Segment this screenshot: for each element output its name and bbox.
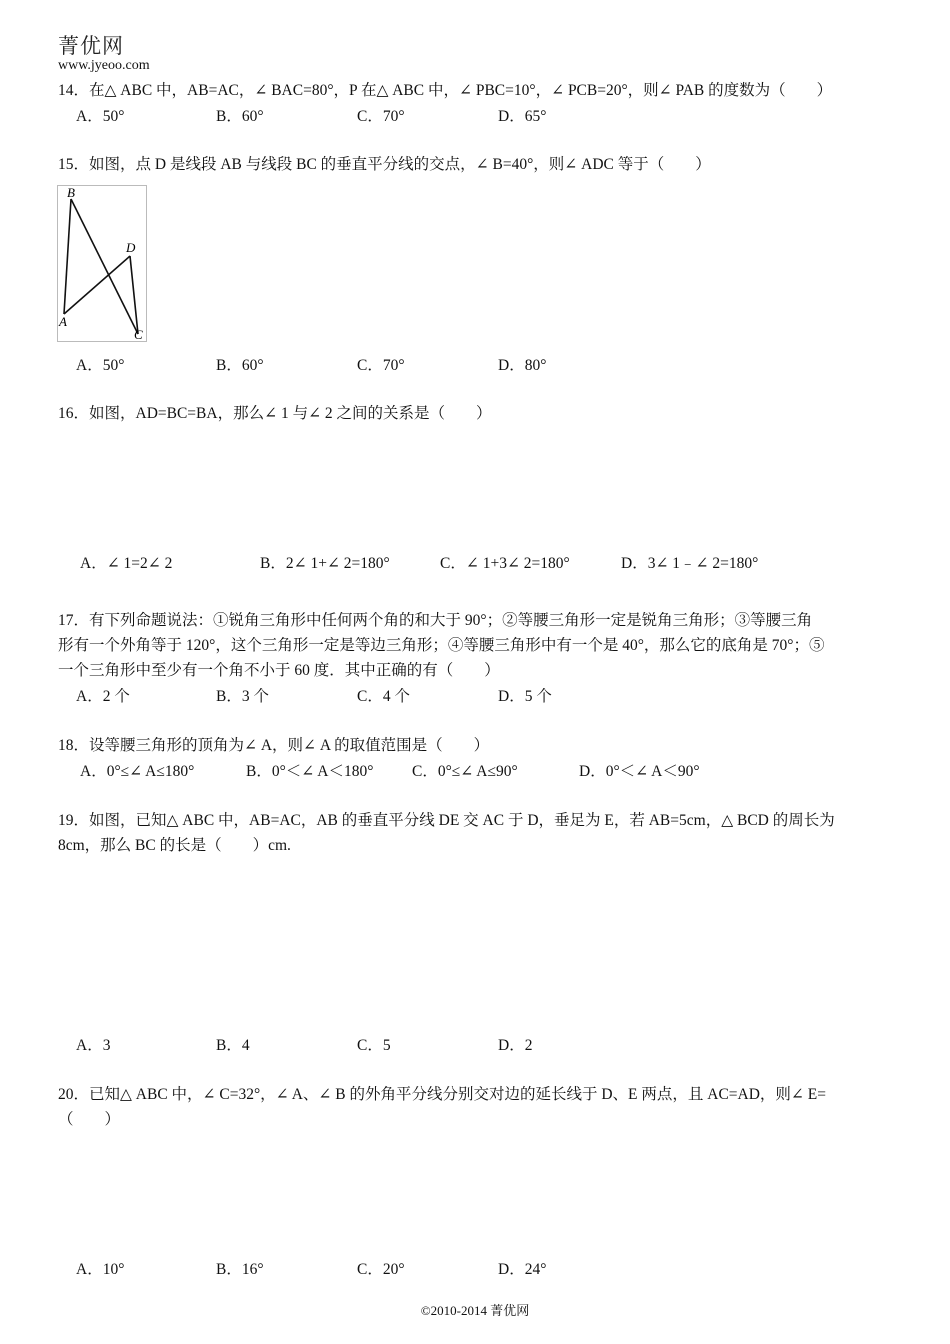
segment-ab: [64, 199, 71, 314]
label-c: C: [134, 327, 143, 341]
question-16-options: [0, 551, 950, 576]
question-19-line-1: 19．如图，已知△ ABC 中，AB=AC，AB 的垂直平分线 DE 交 AC 于 D，垂足为 E，若 AB=5cm，△ BCD 的周长为: [58, 812, 835, 829]
option-c[interactable]: C．20°: [357, 1261, 405, 1278]
question-19-line-2: 8cm，那么 BC 的长是（ ）cm.: [58, 837, 291, 854]
option-d[interactable]: D．80°: [498, 357, 547, 374]
option-b[interactable]: B．3 个: [216, 688, 269, 705]
triangle-diagram: [58, 186, 146, 341]
option-c[interactable]: C．0°≤∠ A≤90°: [412, 763, 518, 780]
option-a[interactable]: A．0°≤∠ A≤180°: [80, 763, 195, 780]
option-c[interactable]: C．70°: [357, 108, 405, 125]
label-d: D: [126, 240, 136, 255]
option-b[interactable]: B．2∠ 1+∠ 2=180°: [260, 555, 390, 572]
option-d[interactable]: D．65°: [498, 108, 547, 125]
option-a[interactable]: A．2 个: [76, 688, 130, 705]
question-15-text: 15．如图，点 D 是线段 AB 与线段 BC 的垂直平分线的交点，∠ B=40°，则∠ ADC 等于（ ）: [58, 156, 711, 173]
question-15-figure: [57, 185, 147, 342]
option-b[interactable]: B．0°＜∠ A＜180°: [246, 763, 374, 780]
label-a: A: [59, 314, 67, 329]
question-15-options: [0, 353, 950, 378]
question-17-options: [0, 684, 950, 709]
option-b[interactable]: B．60°: [216, 357, 264, 374]
segment-bc: [71, 199, 138, 334]
option-c[interactable]: C．70°: [357, 357, 405, 374]
option-d[interactable]: D．0°＜∠ A＜90°: [579, 763, 700, 780]
question-17-line-1: 17．有下列命题说法：①锐角三角形中任何两个角的和大于 90°；②等腰三角形一定是锐角三角形；③等腰三角: [58, 612, 813, 629]
question-14-options: [0, 104, 950, 129]
page-footer: ©2010-2014 菁优网: [420, 1303, 530, 1318]
segment-ad: [64, 256, 130, 314]
option-d[interactable]: D．5 个: [498, 688, 552, 705]
option-b[interactable]: B．4: [216, 1037, 250, 1054]
option-d[interactable]: D．24°: [498, 1261, 547, 1278]
question-14-text: 14．在△ ABC 中，AB=AC，∠ BAC=80°，P 在△ ABC 中，∠ PBC=10°，∠ PCB=20°，则∠ PAB 的度数为（ ）: [58, 82, 833, 99]
question-19-options: [0, 1033, 950, 1058]
question-18-text: 18．设等腰三角形的顶角为∠ A，则∠ A 的取值范围是（ ）: [58, 737, 490, 754]
option-c[interactable]: C．4 个: [357, 688, 410, 705]
label-b: B: [67, 186, 75, 200]
question-20-line-2: （ ）: [58, 1111, 121, 1128]
option-c[interactable]: C．5: [357, 1037, 391, 1054]
question-20-line-1: 20．已知△ ABC 中，∠ C=32°，∠ A、∠ B 的外角平分线分别交对边的延长线于 D、E 两点，且 AC=AD，则∠ E=: [58, 1086, 826, 1103]
option-d[interactable]: D．2: [498, 1037, 533, 1054]
site-brand: 菁优网: [58, 34, 124, 58]
option-a[interactable]: A．50°: [76, 108, 125, 125]
option-a[interactable]: A．3: [76, 1037, 111, 1054]
question-17-line-3: 一个三角形中至少有一个角不小于 60 度．其中正确的有（ ）: [58, 662, 500, 679]
option-a[interactable]: A．∠ 1=2∠ 2: [80, 555, 173, 572]
site-url[interactable]: www.jyeoo.com: [58, 58, 150, 73]
question-20-options: [0, 1257, 950, 1282]
option-b[interactable]: B．16°: [216, 1261, 264, 1278]
option-b[interactable]: B．60°: [216, 108, 264, 125]
option-c[interactable]: C．∠ 1+3∠ 2=180°: [440, 555, 570, 572]
option-a[interactable]: A．50°: [76, 357, 125, 374]
question-18-options: [0, 759, 950, 784]
segment-dc: [130, 256, 138, 334]
question-17-line-2: 形有一个外角等于 120°，这个三角形一定是等边三角形；④等腰三角形中有一个是 40°，那么它的底角是 70°；⑤: [58, 637, 825, 654]
option-a[interactable]: A．10°: [76, 1261, 125, 1278]
question-16-text: 16．如图，AD=BC=BA，那么∠ 1 与∠ 2 之间的关系是（ ）: [58, 405, 492, 422]
option-d[interactable]: D．3∠ 1﹣∠ 2=180°: [621, 555, 759, 572]
